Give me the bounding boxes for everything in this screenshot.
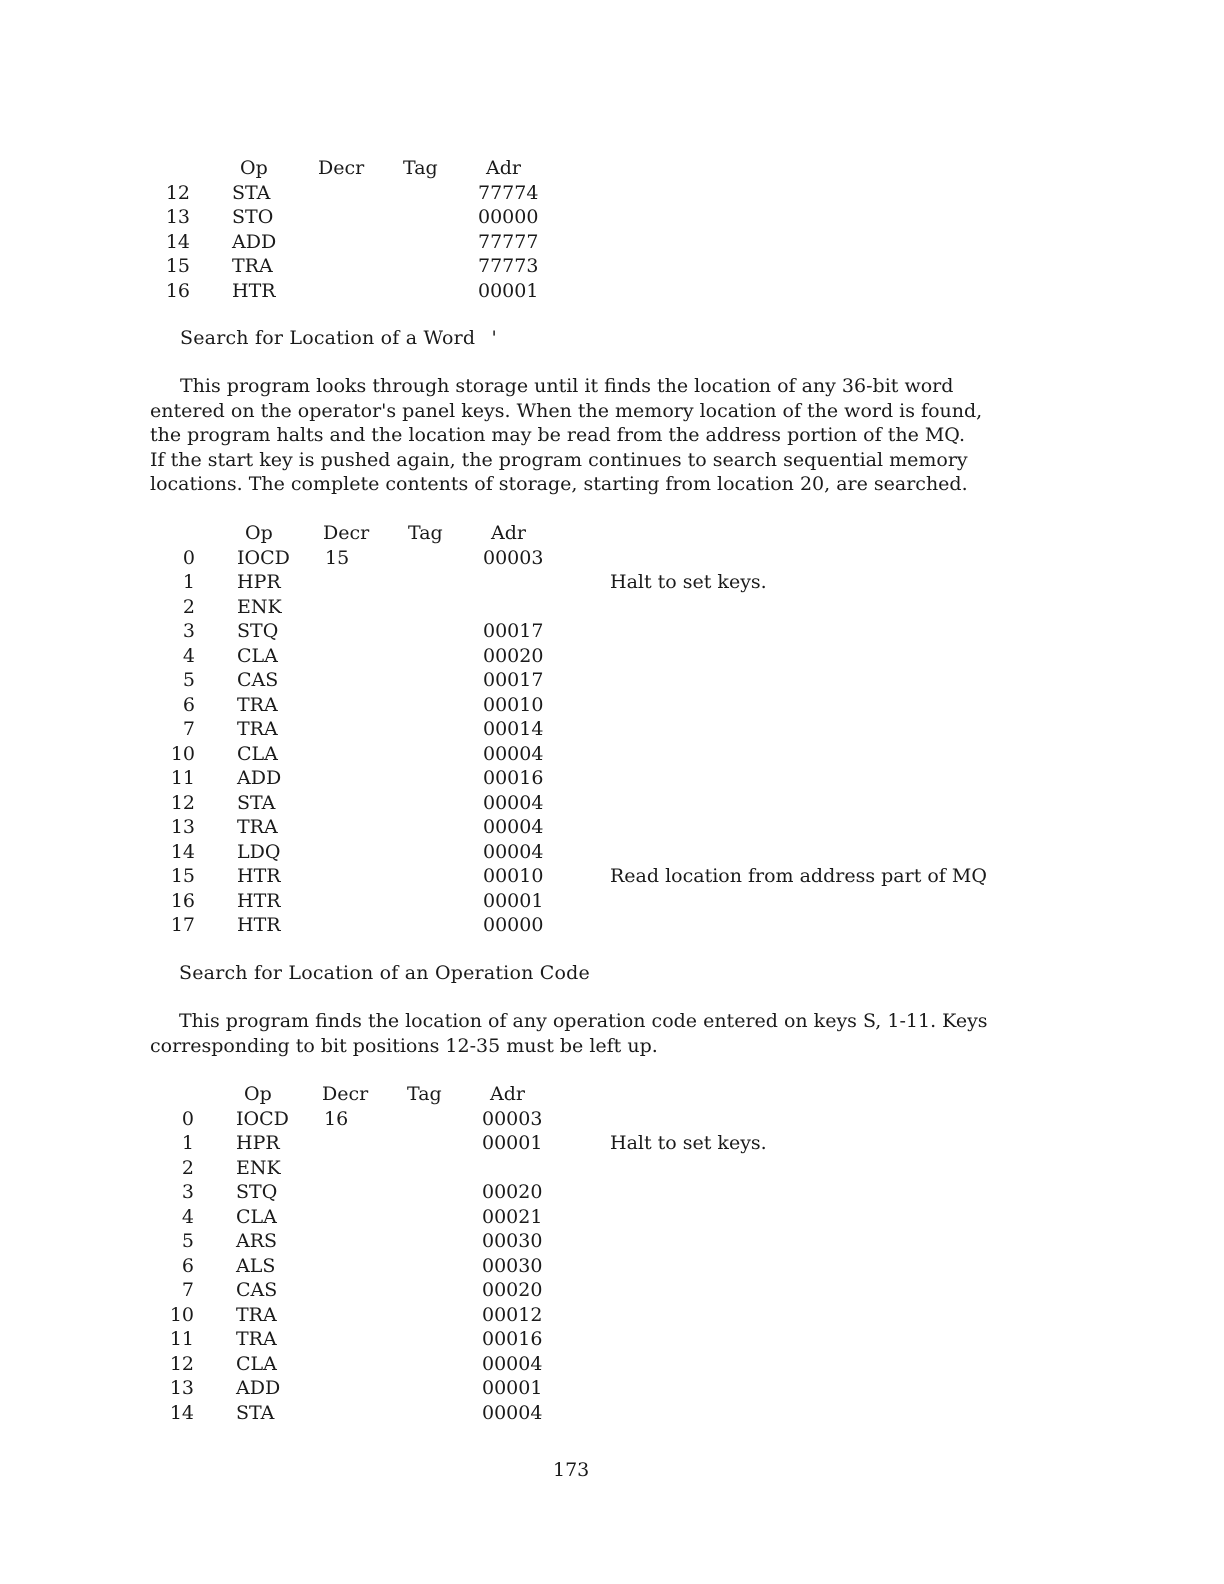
cell-loc: 16 bbox=[165, 279, 190, 302]
table-row bbox=[165, 791, 1065, 815]
table-row bbox=[164, 1254, 1064, 1278]
table-row bbox=[165, 913, 1065, 937]
cell-op: TRA bbox=[237, 816, 278, 838]
table-row bbox=[164, 1327, 1064, 1351]
cell-op: ENK bbox=[237, 595, 282, 618]
cell-adr: 00003 bbox=[482, 1107, 543, 1130]
cell-decr: 16 bbox=[324, 1107, 349, 1130]
cell-op: STA bbox=[237, 791, 276, 814]
cell-adr: 00017 bbox=[483, 620, 544, 642]
table-row bbox=[165, 644, 1065, 668]
cell-adr: 00010 bbox=[483, 693, 544, 716]
cell-adr: 00000 bbox=[483, 914, 544, 936]
cell-loc: 3 bbox=[181, 1181, 194, 1203]
table-row bbox=[160, 279, 1060, 303]
table-header-row bbox=[165, 521, 1065, 545]
cell-adr: 00001 bbox=[482, 1132, 543, 1154]
column-header-tag: Tag bbox=[408, 522, 443, 544]
cell-adr: 00030 bbox=[482, 1254, 543, 1277]
cell-loc: 13 bbox=[170, 816, 195, 838]
table-row bbox=[164, 1278, 1064, 1302]
cell-loc: 6 bbox=[182, 693, 195, 716]
paragraph-line: corresponding to bit positions 12-35 must be left up. bbox=[150, 1034, 658, 1057]
cell-op: STA bbox=[236, 1401, 275, 1424]
table-row bbox=[164, 1156, 1064, 1180]
cell-loc: 7 bbox=[181, 1279, 194, 1301]
table-row bbox=[165, 693, 1065, 717]
cell-adr: 00016 bbox=[482, 1328, 543, 1350]
cell-loc: 10 bbox=[170, 742, 195, 765]
cell-adr: 00010 bbox=[483, 865, 544, 887]
cell-loc: 10 bbox=[169, 1303, 194, 1326]
table-row bbox=[164, 1180, 1064, 1204]
cell-loc: 2 bbox=[182, 595, 195, 618]
cell-op: ALS bbox=[236, 1254, 276, 1277]
table-header-row bbox=[164, 1082, 1064, 1106]
cell-loc: 1 bbox=[181, 1132, 194, 1154]
cell-loc: 0 bbox=[181, 1107, 194, 1130]
cell-op: HPR bbox=[237, 571, 281, 593]
cell-op: STQ bbox=[237, 620, 279, 642]
cell-op: LDQ bbox=[237, 840, 281, 863]
cell-loc: 1 bbox=[182, 571, 195, 593]
column-header-decr: Decr bbox=[323, 522, 370, 544]
column-header-adr: Adr bbox=[490, 1083, 525, 1105]
column-header-decr: Decr bbox=[318, 157, 365, 179]
cell-adr: 00021 bbox=[482, 1205, 543, 1228]
section-heading-text: Search for Location of a Word bbox=[180, 327, 476, 349]
section-heading-search-word bbox=[180, 326, 497, 350]
cell-adr: 00001 bbox=[478, 279, 539, 302]
cell-loc: 15 bbox=[170, 865, 195, 887]
table-row bbox=[164, 1376, 1064, 1400]
cell-adr: 00016 bbox=[483, 767, 544, 789]
cell-loc: 13 bbox=[165, 206, 190, 228]
section-heading-search-opcode bbox=[179, 961, 590, 985]
cell-op: HPR bbox=[236, 1132, 280, 1154]
paragraph-line: locations. The complete contents of storage, starting from location 20, are searched. bbox=[150, 473, 968, 495]
cell-op: CAS bbox=[236, 1279, 278, 1301]
table-row bbox=[160, 205, 1060, 229]
cell-loc: 4 bbox=[181, 1205, 194, 1228]
cell-loc: 11 bbox=[170, 767, 195, 789]
table-row bbox=[164, 1401, 1064, 1425]
paragraph-line: This program finds the location of any operation code entered on keys S, 1-11. Keys bbox=[179, 1010, 988, 1032]
cell-adr: 00004 bbox=[482, 1352, 543, 1375]
cell-op: HTR bbox=[232, 279, 276, 302]
cell-loc: 14 bbox=[169, 1401, 194, 1424]
cell-loc: 15 bbox=[165, 255, 190, 277]
cell-op: CLA bbox=[237, 742, 278, 765]
cell-op: TRA bbox=[236, 1303, 277, 1326]
column-header-adr: Adr bbox=[491, 522, 526, 544]
cell-adr: 00004 bbox=[483, 742, 544, 765]
cell-loc: 12 bbox=[169, 1352, 194, 1375]
cell-adr: 77777 bbox=[478, 230, 539, 253]
cell-adr: 00004 bbox=[483, 816, 544, 838]
cell-op: HTR bbox=[237, 865, 281, 887]
column-header-op: Op bbox=[240, 157, 268, 179]
table-row bbox=[165, 766, 1065, 790]
cell-op: STA bbox=[232, 181, 271, 204]
cell-loc: 11 bbox=[169, 1328, 194, 1350]
table-row bbox=[165, 815, 1065, 839]
cell-adr: 00000 bbox=[478, 206, 539, 228]
cell-loc: 0 bbox=[182, 546, 195, 569]
cell-adr: 00020 bbox=[482, 1181, 543, 1203]
cell-adr: 00030 bbox=[482, 1230, 543, 1252]
cell-op: CLA bbox=[237, 644, 278, 667]
cell-loc: 3 bbox=[182, 620, 195, 642]
page-number: 173 bbox=[553, 1459, 590, 1481]
table-row bbox=[164, 1131, 1064, 1155]
table-row bbox=[165, 619, 1065, 643]
cell-note: Read location from address part of MQ bbox=[610, 865, 987, 887]
cell-adr: 00001 bbox=[482, 1377, 543, 1399]
cell-op: ENK bbox=[236, 1156, 281, 1179]
cell-op: TRA bbox=[237, 718, 278, 740]
table-row bbox=[165, 668, 1065, 692]
cell-loc: 7 bbox=[182, 718, 195, 740]
table-row bbox=[164, 1107, 1064, 1131]
table-row bbox=[160, 230, 1060, 254]
cell-op: TRA bbox=[236, 1328, 277, 1350]
cell-op: TRA bbox=[232, 255, 273, 277]
cell-adr: 00014 bbox=[483, 718, 544, 740]
cell-adr: 00001 bbox=[483, 889, 544, 912]
column-header-tag: Tag bbox=[407, 1083, 442, 1105]
cell-adr: 00004 bbox=[483, 791, 544, 814]
table-row bbox=[165, 595, 1065, 619]
table-row bbox=[164, 1205, 1064, 1229]
cell-loc: 14 bbox=[165, 230, 190, 253]
table-row bbox=[165, 864, 1065, 888]
cell-loc: 5 bbox=[181, 1230, 194, 1252]
column-header-tag: Tag bbox=[403, 157, 438, 179]
cell-op: CLA bbox=[236, 1205, 277, 1228]
cell-decr: 15 bbox=[325, 546, 350, 569]
paragraph-line: entered on the operator's panel keys. When the memory location of the word is found, bbox=[150, 399, 983, 422]
column-header-op: Op bbox=[244, 1083, 272, 1105]
cell-op: ADD bbox=[232, 230, 277, 253]
cell-op: IOCD bbox=[237, 546, 290, 569]
cell-op: STO bbox=[232, 206, 274, 228]
cell-adr: 77773 bbox=[478, 255, 539, 277]
cell-adr: 00003 bbox=[483, 546, 544, 569]
cell-adr: 00020 bbox=[483, 644, 544, 667]
cell-op: HTR bbox=[237, 914, 281, 936]
table-row bbox=[165, 570, 1065, 594]
table-row bbox=[165, 889, 1065, 913]
cell-op: ADD bbox=[236, 1377, 281, 1399]
column-header-decr: Decr bbox=[322, 1083, 369, 1105]
cell-loc: 6 bbox=[181, 1254, 194, 1277]
table-row bbox=[164, 1352, 1064, 1376]
paragraph-line: If the start key is pushed again, the program continues to search sequential memory bbox=[150, 448, 968, 471]
section-heading-text: Search for Location of an Operation Code bbox=[179, 962, 590, 984]
paragraph-line: the program halts and the location may be read from the address portion of the MQ. bbox=[150, 424, 965, 446]
cell-adr: 00020 bbox=[482, 1279, 543, 1301]
cell-loc: 13 bbox=[169, 1377, 194, 1399]
cell-op: TRA bbox=[237, 693, 278, 716]
cell-op: IOCD bbox=[236, 1107, 289, 1130]
cell-op: CLA bbox=[236, 1352, 277, 1375]
cell-loc: 5 bbox=[182, 669, 195, 691]
table-row bbox=[165, 742, 1065, 766]
table-row bbox=[164, 1229, 1064, 1253]
cell-adr: 00004 bbox=[482, 1401, 543, 1424]
cell-op: ADD bbox=[237, 767, 282, 789]
cell-op: CAS bbox=[237, 669, 279, 691]
table-header-row bbox=[160, 156, 1060, 180]
cell-loc: 2 bbox=[181, 1156, 194, 1179]
cell-op: STQ bbox=[236, 1181, 278, 1203]
cell-loc: 4 bbox=[182, 644, 195, 667]
cell-adr: 00012 bbox=[482, 1303, 543, 1326]
cell-loc: 12 bbox=[170, 791, 195, 814]
cell-op: ARS bbox=[236, 1230, 278, 1252]
cell-loc: 17 bbox=[170, 914, 195, 936]
paragraph-line: This program looks through storage until it finds the location of any 36-bit word bbox=[180, 375, 954, 397]
table-row bbox=[165, 717, 1065, 741]
table-row bbox=[165, 546, 1065, 570]
cell-op: HTR bbox=[237, 889, 281, 912]
cell-note: Halt to set keys. bbox=[610, 571, 767, 593]
cell-loc: 16 bbox=[170, 889, 195, 912]
column-header-op: Op bbox=[245, 522, 273, 544]
cell-adr: 00017 bbox=[483, 669, 544, 691]
stray-mark: ' bbox=[491, 327, 497, 349]
table-row bbox=[165, 840, 1065, 864]
table-row bbox=[160, 181, 1060, 205]
cell-adr: 00004 bbox=[483, 840, 544, 863]
cell-loc: 14 bbox=[170, 840, 195, 863]
table-row bbox=[160, 254, 1060, 278]
cell-note: Halt to set keys. bbox=[610, 1132, 767, 1154]
column-header-adr: Adr bbox=[486, 157, 521, 179]
table-row bbox=[164, 1303, 1064, 1327]
cell-loc: 12 bbox=[165, 181, 190, 204]
cell-adr: 77774 bbox=[478, 181, 539, 204]
